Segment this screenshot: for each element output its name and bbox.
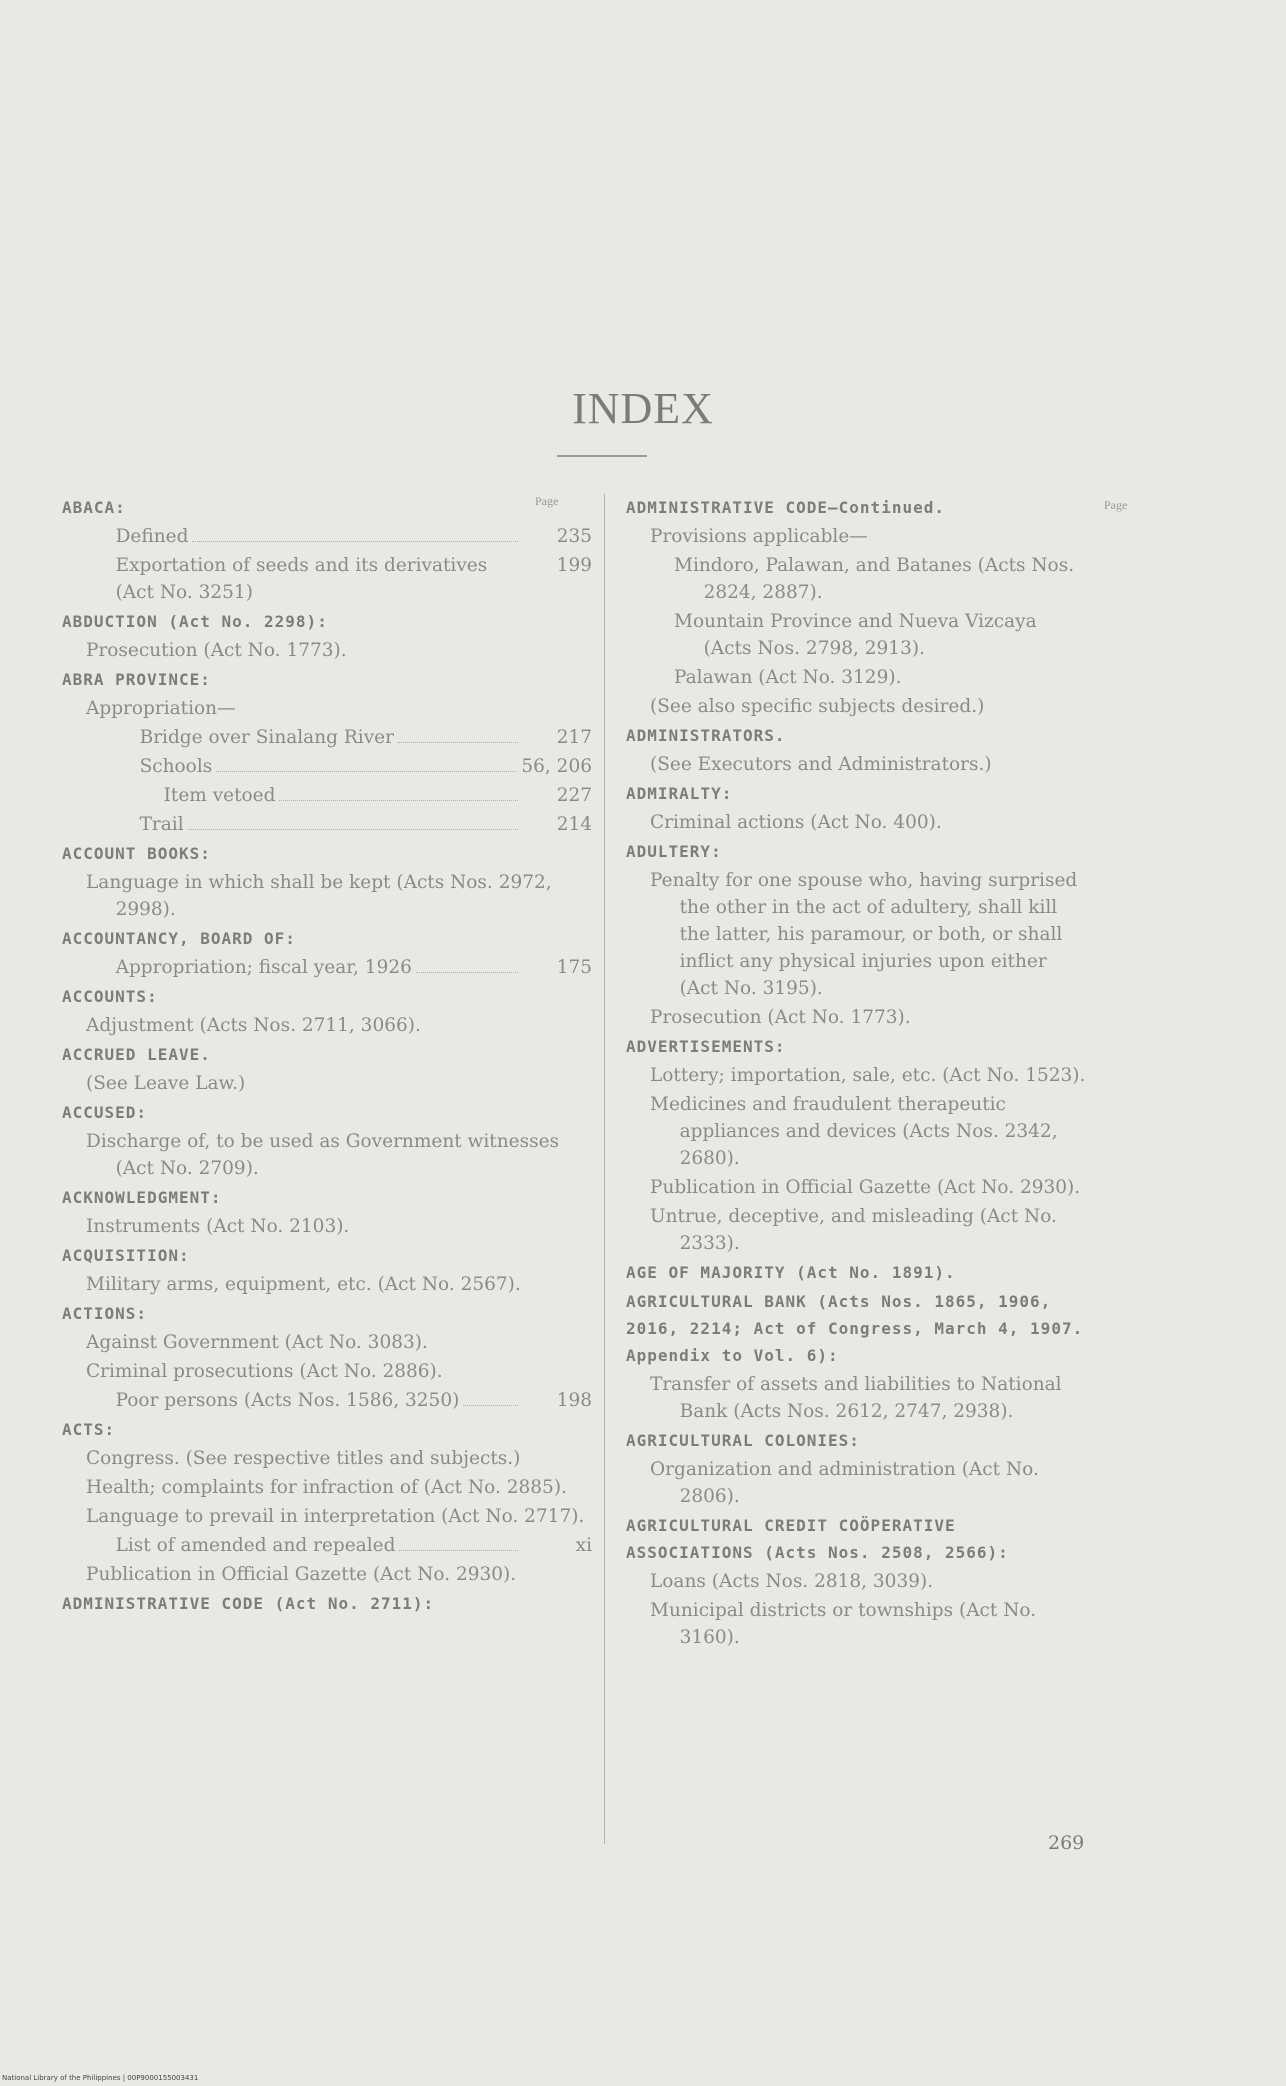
right-column [626,494,1086,1653]
index-heading: AGRICULTURAL COLONIES: [626,1431,860,1450]
index-subentry: Mountain Province and Nueva Vizcaya (Acts Nos. 2798, 2913). [674,611,1037,659]
left-page-header: Page [535,494,559,508]
index-subentry: Adjustment (Acts Nos. 2711, 3066). [86,1015,421,1036]
entry-page-number: 198 [556,1390,592,1411]
entry-text: List of amended and repealed [115,1535,396,1556]
index-subentry: (See also specific subjects desired.) [650,696,985,717]
page-number: 269 [1048,1832,1085,1854]
index-heading: ACCOUNTS: [62,987,158,1006]
index-heading: ADMINISTRATORS. [626,726,786,745]
index-subentry: Prosecution (Act No. 1773). [650,1007,911,1028]
entry-text: Appropriation; fiscal year, 1926 [115,957,412,978]
index-heading: ABRA PROVINCE: [62,670,211,689]
dot-leader [463,1405,518,1406]
index-heading: ADVERTISEMENTS: [626,1037,786,1056]
index-heading: ACCRUED LEAVE. [62,1045,211,1064]
index-subentry [134,782,592,809]
index-subentry: Criminal prosecutions (Act No. 2886). [86,1361,443,1382]
column-divider [604,494,605,1844]
page-title: INDEX [572,384,714,433]
index-subentry: Appropriation— [86,698,236,719]
index-subentry: Military arms, equipment, etc. (Act No. 2567). [86,1274,521,1295]
index-heading: ACKNOWLEDGMENT: [62,1188,222,1207]
dot-leader [188,829,518,830]
right-page-header: Page [1104,498,1128,512]
index-subentry [86,1532,592,1559]
index-heading: ACTS: [62,1420,116,1439]
dot-leader [216,771,517,772]
title-rule [557,455,647,457]
index-subentry: Untrue, deceptive, and misleading (Act No. 2333). [650,1206,1057,1254]
entry-page-number: 235 [556,526,592,547]
index-heading: AGRICULTURAL BANK (Acts Nos. 1865, 1906, 2016, 2214; Act of Congress, March 4, 1907. Appendix to Vol. 6): [626,1292,1084,1365]
index-subentry: Palawan (Act No. 3129). [674,667,902,688]
index-heading: ABDUCTION (Act No. 2298): [62,612,328,631]
index-subentry: Lottery; importation, sale, etc. (Act No. 1523). [650,1065,1086,1086]
index-subentry: Health; complaints for infraction of (Act No. 2885). [86,1477,567,1498]
index-heading: ADMIRALTY: [626,784,733,803]
index-subentry [86,552,592,606]
index-subentry: Penalty for one spouse who, having surprised the other in the act of adultery, shall kill the latter, his paramour, or both, or shall inflict any physical injuries upon either (Act No. 3195). [650,870,1078,999]
index-subentry: Mindoro, Palawan, and Batanes (Acts Nos. 2824, 2887). [674,555,1075,603]
dot-leader [399,1550,518,1551]
entry-text: Item vetoed [163,785,276,806]
index-subentry: (See Executors and Administrators.) [650,754,992,775]
dot-leader [192,541,518,542]
index-heading: ACCUSED: [62,1103,148,1122]
index-subentry: Discharge of, to be used as Government witnesses (Act No. 2709). [86,1131,560,1179]
entry-text: Trail [139,814,184,835]
index-subentry [86,954,592,981]
index-subentry [110,753,592,780]
index-subentry [110,724,592,751]
footer-text: National Library of the Philippines | 00P9000155003431 [2,2074,199,2082]
index-heading: ADMINISTRATIVE CODE—Continued. [626,498,945,517]
index-subentry: Congress. (See respective titles and subjects.) [86,1448,521,1469]
left-column [62,494,592,1619]
index-subentry: Criminal actions (Act No. 400). [650,812,942,833]
index-heading: ADMINISTRATIVE CODE (Act No. 2711): [62,1594,435,1613]
entry-page-number: 175 [556,957,592,978]
index-subentry: Against Government (Act No. 3083). [86,1332,428,1353]
entry-page-number: 56, 206 [521,756,592,777]
index-subentry [86,1387,592,1414]
index-heading: ACQUISITION: [62,1246,190,1265]
dot-leader [279,800,518,801]
index-subentry: Municipal districts or townships (Act No. 3160). [650,1600,1037,1648]
index-subentry: Loans (Acts Nos. 2818, 3039). [650,1571,934,1592]
entry-text: Schools [139,756,213,777]
index-subentry: Organization and administration (Act No. 2806). [650,1459,1039,1507]
index-subentry [86,523,592,550]
index-subentry: Publication in Official Gazette (Act No. 2930). [650,1177,1081,1198]
entry-text: Defined [115,526,189,547]
index-heading: AGE OF MAJORITY (Act No. 1891). [626,1263,956,1282]
index-subentry: Language to prevail in interpretation (Act No. 2717). [86,1506,585,1527]
index-subentry: Publication in Official Gazette (Act No. 2930). [86,1564,517,1585]
entry-text: Exportation of seeds and its derivatives (Act No. 3251) [115,555,488,603]
entry-page-number: 227 [556,785,592,806]
index-heading: ABACA: [62,498,126,517]
dot-leader [398,742,518,743]
index-heading: ACCOUNTANCY, BOARD OF: [62,929,296,948]
index-heading: ADULTERY: [626,842,722,861]
index-subentry: Prosecution (Act No. 1773). [86,640,347,661]
index-subentry: Transfer of assets and liabilities to National Bank (Acts Nos. 2612, 2747, 2938). [650,1374,1062,1422]
entry-page-number: 217 [556,727,592,748]
dot-leader [416,972,518,973]
index-subentry: Medicines and fraudulent therapeutic appliances and devices (Acts Nos. 2342, 2680). [650,1094,1058,1169]
index-heading: ACCOUNT BOOKS: [62,844,211,863]
index-subentry: Instruments (Act No. 2103). [86,1216,350,1237]
entry-page-number: xi [575,1535,592,1556]
index-heading: ACTIONS: [62,1304,148,1323]
index-heading: AGRICULTURAL CREDIT COÖPERATIVE ASSOCIATIONS (Acts Nos. 2508, 2566): [626,1516,1009,1562]
index-subentry: (See Leave Law.) [86,1073,246,1094]
entry-page-number: 199 [556,555,592,576]
entry-text: Bridge over Sinalang River [139,727,394,748]
index-subentry: Provisions applicable— [650,526,868,547]
entry-page-number: 214 [556,814,592,835]
index-subentry [110,811,592,838]
entry-text: Poor persons (Acts Nos. 1586, 3250) [115,1390,460,1411]
index-subentry: Language in which shall be kept (Acts Nos. 2972, 2998). [86,872,552,920]
